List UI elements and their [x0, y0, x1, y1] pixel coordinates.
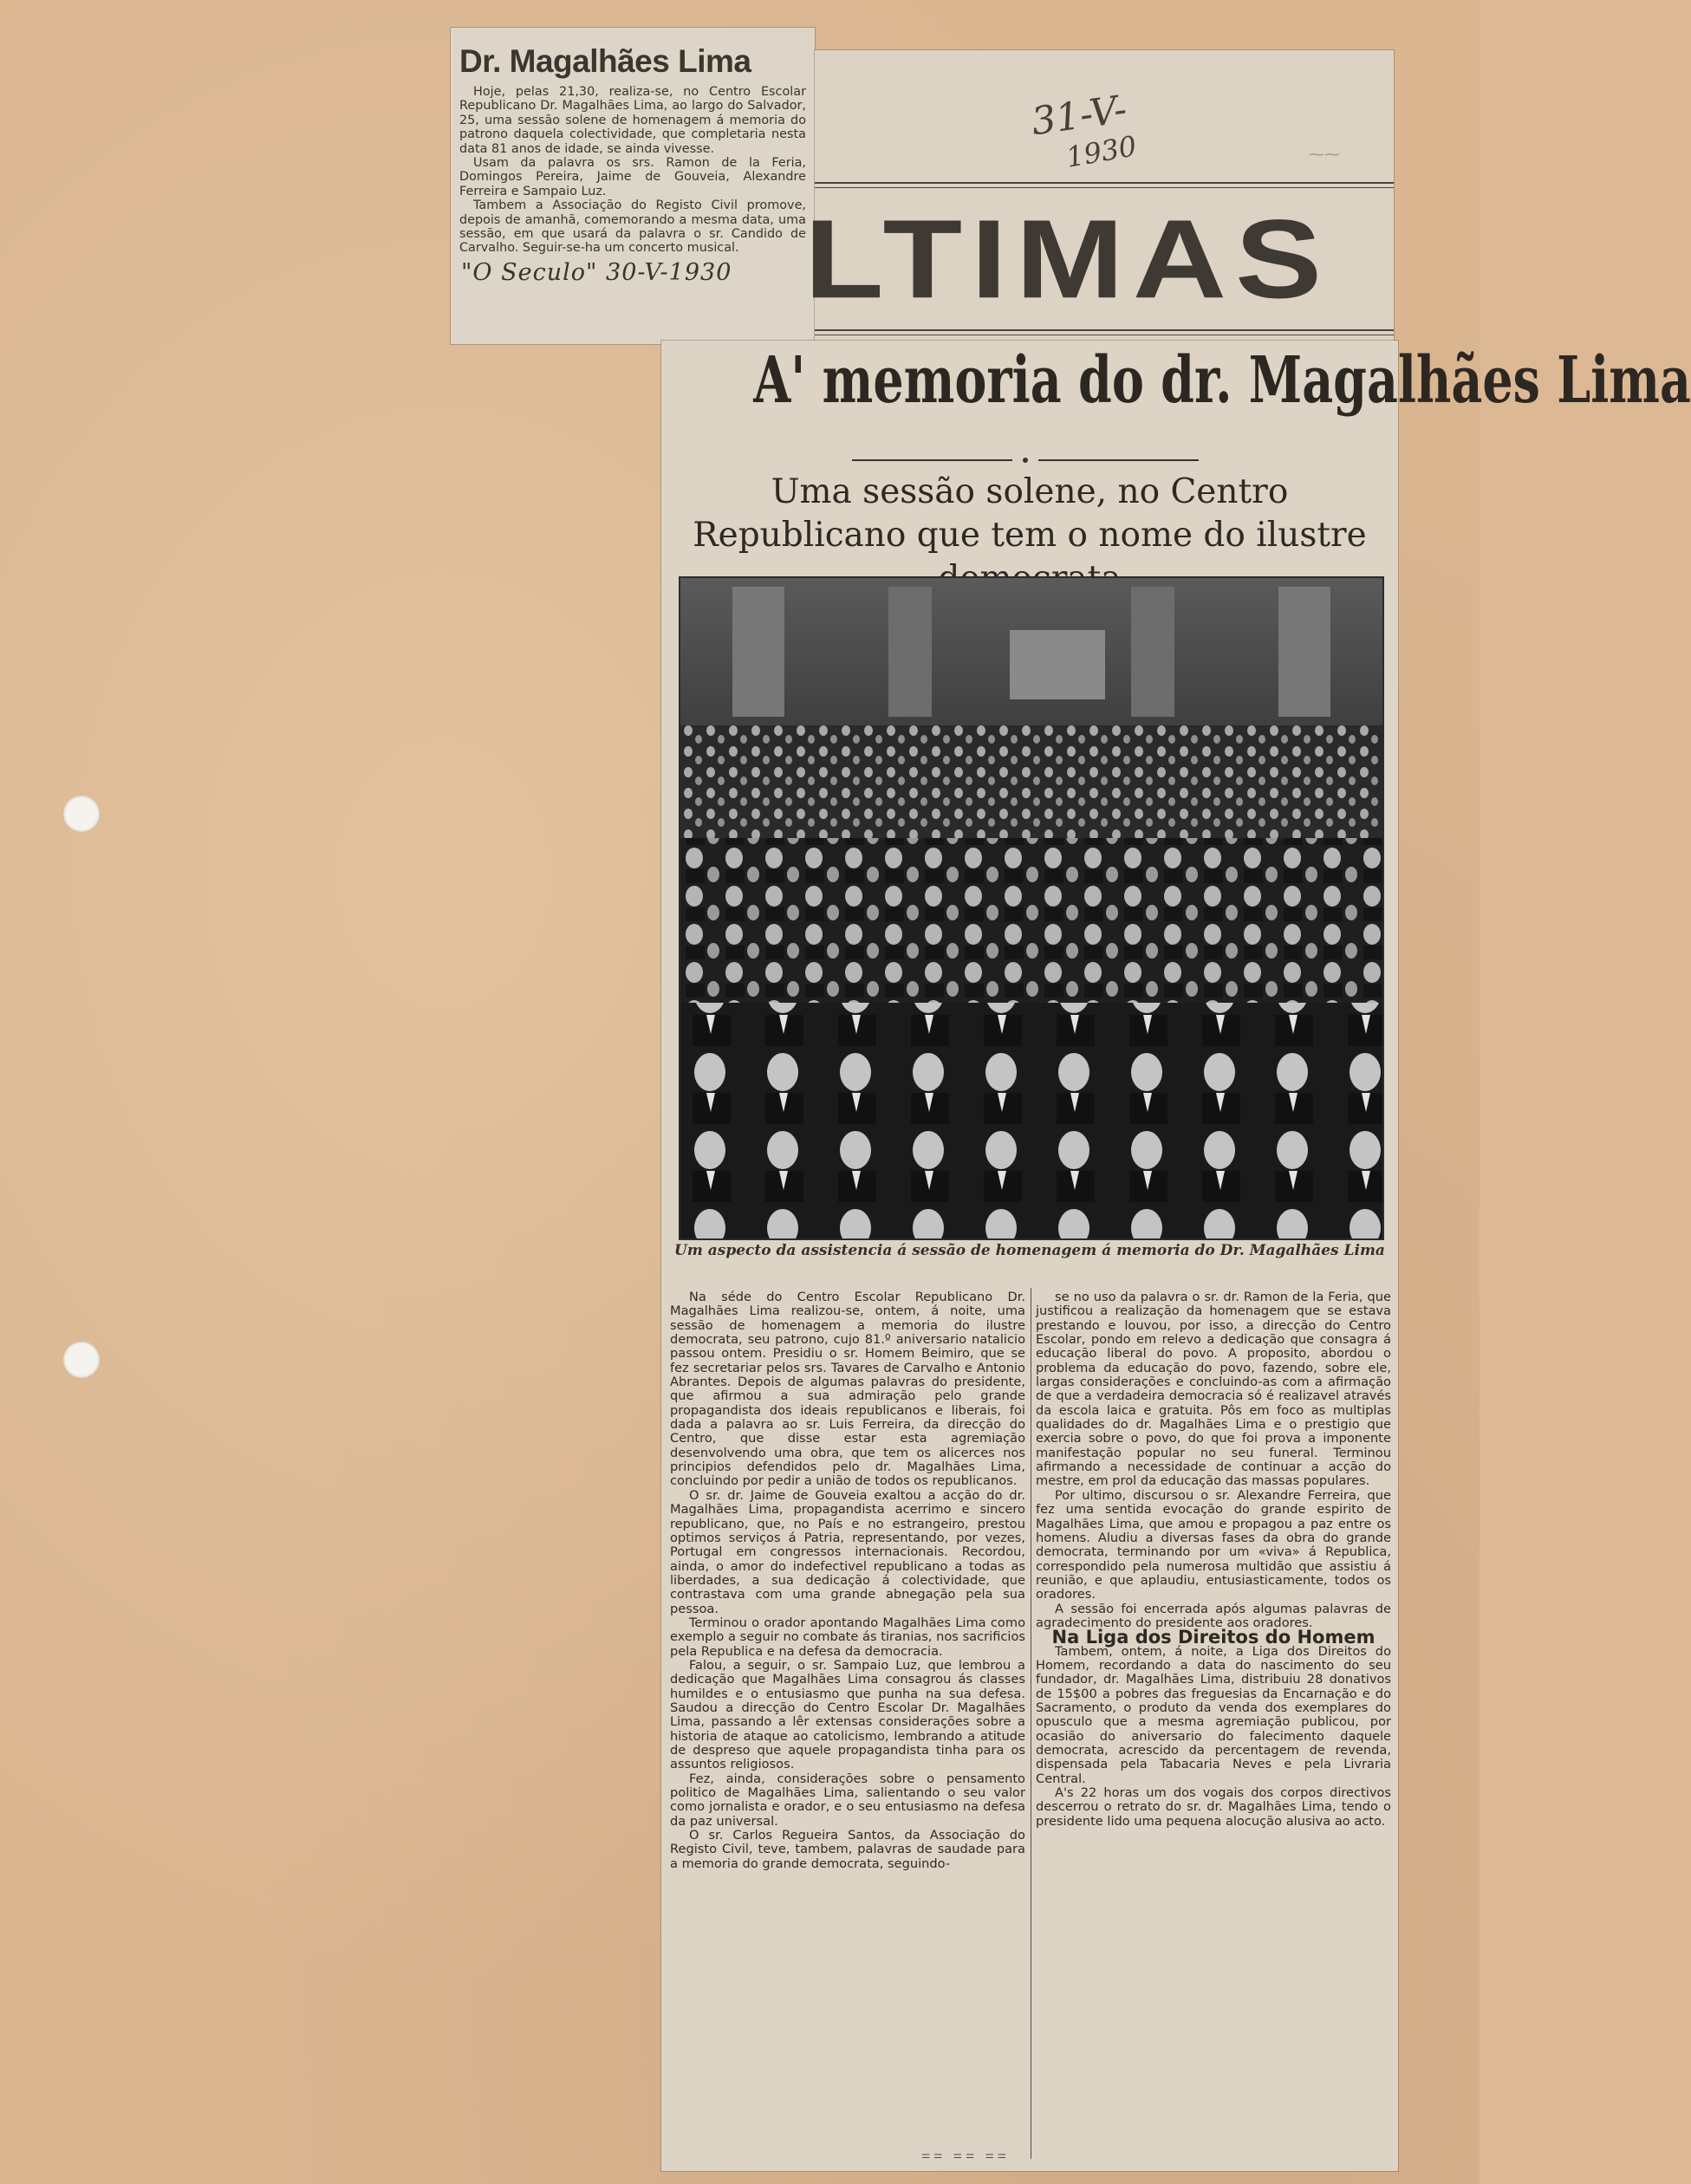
article-paragraph: Fez, ainda, considerações sobre o pensamento politico de Magalhães Lima, salientando o seu valor como jornalista e orador, e o seu entusiasmo na defesa da paz universal. — [670, 1771, 1025, 1829]
article-paragraph: Falou, a seguir, o sr. Sampaio Luz, que lembrou a dedicação que Magalhães Lima consagrou ás classes humildes e o entusiasmo que punha na sua defesa. Saudou a direcção do Centro Escolar Dr. Magalhães Lima, passando a lêr extensas considerações sobre a historia de ataque ao catolicismo, lembrando a atitude de despreso que aquele propagandista tinha para os assuntos religiosos. — [670, 1657, 1025, 1772]
crowd-photo-image — [680, 578, 1382, 1238]
photo-caption: Um aspecto da assistencia á sessão de homenagem á memoria do Dr. Magalhães Lima — [674, 1242, 1385, 1259]
handwritten-date-line1: 31-V- — [1028, 87, 1130, 145]
binder-hole-bottom — [63, 1342, 100, 1378]
audience-photo — [679, 576, 1384, 1240]
article-right-column — [1036, 1290, 1391, 1829]
small-clipping-title: Dr. Magalhães Lima — [459, 43, 751, 79]
small-clipping-body — [451, 85, 815, 256]
handwritten-date-line2: 1930 — [1063, 129, 1140, 174]
article-headline: A' memoria do dr. Magalhães Lima — [753, 343, 1691, 418]
main-article-clipping — [661, 341, 1691, 2171]
handwritten-source-note: "O Seculo" 30-V-1930 — [461, 258, 732, 286]
header-clipping — [804, 50, 1394, 341]
header-rule — [815, 182, 1394, 184]
header-rule — [815, 329, 1394, 331]
small-clipping — [451, 28, 815, 344]
header-rule — [815, 187, 1394, 188]
article-paragraph: Tambem, ontem, á noite, a Liga dos Direitos do Homem, recordando a data do nascimento do seu fundador, dr. Magalhães Lima, distribuiu 28 donativos de 15$00 a pobres das freguesias da Encarnação e do Sacramento, o produto da venda dos exemplares do opusculo que a mesma agremiação publicou, por ocasião do aniversario do falecimento daquele democrata, acrescido da percentagem de revenda, dispensada pela Tabacaria Neves e pela Livraria Central. — [1036, 1643, 1391, 1786]
article-paragraph: Por ultimo, discursou o sr. Alexandre Ferreira, que fez uma sentida evocação do grande espirito de Magalhães Lima, que amou e propagou a paz entre os homens. Aludiu a diversas fases da obra do grande democrata, terminando por um «viva» á Republica, correspondido pela numerosa multidão que assistiu á reunião, e que aplaudiu, entusiasticamente, todos os oradores. — [1036, 1487, 1391, 1602]
small-clipping-paragraph: Usam da palavra os srs. Ramon de la Feria, Domingos Pereira, Jaime de Gouveia, Alexandre Ferreira e Sampaio Luz. — [459, 156, 806, 198]
section-heading: Na Liga dos Direitos do Homem — [1051, 1627, 1376, 1648]
article-paragraph: O sr. dr. Jaime de Gouveia exaltou a acção do dr. Magalhães Lima, propagandista acerrimo e sincero republicano, que, no País e no estrangeiro, prestou optimos serviços á Patria, representando, por vezes, Portugal em congressos internacionais. Recordou, ainda, o amor do indefectivel republicano a todas as liberdades, a sua dedicação á colectividade, que contrastava com uma grande abnegação pela sua pessoa. — [670, 1487, 1025, 1616]
binder-hole-top — [63, 796, 100, 832]
article-paragraph: se no uso da palavra o sr. dr. Ramon de la Feria, que justificou a realização da homenagem que se estava prestando e louvou, por isso, a direcção do Centro Escolar, pondo em relevo a dedicação que consagra á educação liberal do povo. A proposito, abordou o problema da educação do povo, fazendo, sobre ele, largas considerações e concluindo-as com a afirmação de que a verdadeira democracia só é realizavel através da escola laica e gratuita. Pôs em foco as multiplas qualidades do dr. Magalhães Lima e o prestigio que exercia sobre o povo, do que foi prova a imponente manifestação popular no seu funeral. Terminou afirmando a necessidade de continuar a acção do mestre, em prol da educação das massas populares. — [1036, 1290, 1391, 1489]
small-clipping-paragraph: Hoje, pelas 21,30, realiza-se, no Centro Escolar Republicano Dr. Magalhães Lima, ao largo do Salvador, 25, uma sessão solene de homenagem á memoria do patrono daquela colectividade, que completaria nesta data 81 anos de idade, se ainda vivesse. — [459, 85, 806, 156]
article-paragraph: A sessão foi encerrada após algumas palavras de agradecimento do presidente aos oradores. — [1036, 1601, 1391, 1630]
article-paragraph: Na séde do Centro Escolar Republicano Dr. Magalhães Lima realizou-se, ontem, á noite, uma sessão de homenagem a memoria do ilustre democrata, seu patrono, cujo 81.º aniversario natalicio passou ontem. Presidiu o sr. Homem Beimiro, que se fez secretariar pelos srs. Tavares de Carvalho e Antonio Abrantes. Depois de algumas palavras do presidente, que afirmou a sua admiração pelo grande propagandista dos ideais republicanos e liberais, foi dada a palavra ao sr. Luis Ferreira, da direcção do Centro, que disse estar esta agremiação desenvolvendo uma obra, que tem os alicerces nos principios defendidos pelo dr. Magalhães Lima, concluindo por pedir a união de todos os republicanos. — [670, 1290, 1025, 1489]
banner-title: LTIMAS — [804, 196, 1331, 322]
small-clipping-paragraph: Tambem a Associação do Registo Civil promove, depois de amanhã, comemorando a mesma data, uma sessão, em que usará da palavra o sr. Candido de Carvalho. Seguir-se-ha um concerto musical. — [459, 198, 806, 256]
ink-smudge: ⁓⁓ — [1309, 146, 1340, 163]
footer-ornament: == == == — [921, 2148, 1010, 2165]
article-paragraph: O sr. Carlos Regueira Santos, da Associação do Registo Civil, teve, tambem, palavras de saudade para a memoria do grande democrata, seguindo- — [670, 1828, 1025, 1871]
article-paragraph: Terminou o orador apontando Magalhães Lima como exemplo a seguir no combate ás tiranias, nos sacrificios pela Republica e na defesa da democracia. — [670, 1615, 1025, 1659]
article-paragraph: A's 22 horas um dos vogais dos corpos directivos descerrou o retrato do sr. dr. Magalhães Lima, tendo o presidente lido uma pequena alocução alusiva ao acto. — [1036, 1785, 1391, 1829]
article-subheadline: Uma sessão solene, no Centro Republicano que tem o nome do ilustre — [693, 472, 1367, 555]
headline-ornament — [852, 458, 1199, 463]
article-left-column — [670, 1290, 1025, 1871]
